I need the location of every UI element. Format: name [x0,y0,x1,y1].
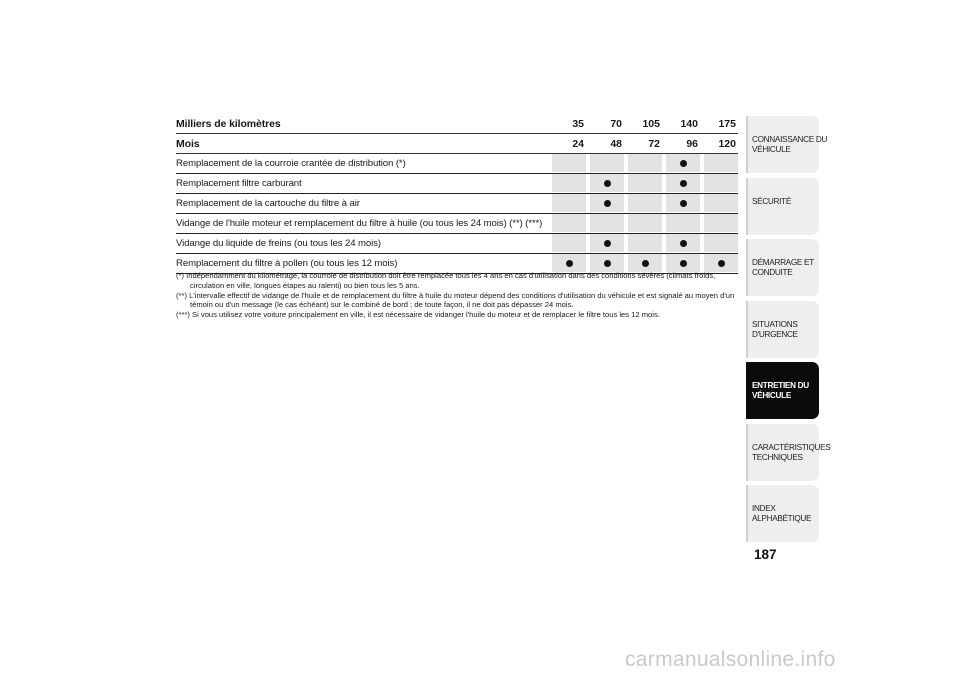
bullet-icon [680,240,687,247]
schedule-cell [590,214,624,233]
row-label: Vidange du liquide de freins (ou tous les 24 mois) [176,238,381,249]
chapter-tab-label: VÉHICULE [752,391,791,400]
schedule-cell [552,174,586,193]
schedule-cell [628,154,662,173]
page-number: 187 [754,547,777,562]
table-header-km [176,115,738,134]
bullet-icon [642,260,649,267]
footnotes [176,271,742,320]
km-value: 105 [642,118,660,130]
schedule-cell [666,214,700,233]
row-label: Remplacement filtre carburant [176,178,302,189]
schedule-cell [704,194,738,213]
month-header-values [548,134,738,153]
row-cells [548,234,738,253]
schedule-cell [704,154,738,173]
month-value: 96 [686,137,698,150]
schedule-cell [552,234,586,253]
bullet-icon [680,260,687,267]
km-header-values [548,115,738,133]
month-value: 72 [648,137,660,150]
chapter-tab[interactable] [746,116,828,173]
row-label: Remplacement de la courroie crantée de distribution (*) [176,158,406,169]
month-value: 48 [610,137,622,150]
chapter-tabs [746,116,831,547]
bullet-icon [604,180,611,187]
row-cells [548,214,738,233]
schedule-cell [704,174,738,193]
footnote: (**) L'intervalle effectif de vidange de l'huile et de remplacement du filtre à huile du moteur dépend des conditions d'utilisation du véhicule et est signalé au moyen d'un témoin ou d'un message (le cas échéant) sur le combiné de bord ; de toute façon, il ne doit pas dépasser 24 mois. [176,290,735,310]
schedule-cell [628,234,662,253]
km-value: 175 [718,118,736,130]
maintenance-schedule-table [176,115,738,274]
chapter-tab-label: ENTRETIEN DU [752,381,809,390]
schedule-cell [666,154,700,173]
schedule-cell [628,214,662,233]
table-row [176,234,738,254]
chapter-tab-label: CARACTÉRISTIQUES [752,442,831,452]
table-row [176,154,738,174]
schedule-cell [628,174,662,193]
table-row [176,214,738,234]
schedule-cell [552,194,586,213]
bullet-icon [680,180,687,187]
bullet-icon [604,200,611,207]
schedule-cell [590,174,624,193]
schedule-cell [552,154,586,173]
km-value: 140 [680,118,698,130]
bullet-icon [718,260,725,267]
chapter-tab-label: SÉCURITÉ [752,196,791,206]
schedule-cell [590,194,624,213]
schedule-cell [590,234,624,253]
chapter-tab-label: D'URGENCE [752,329,798,339]
schedule-cell [552,214,586,233]
footnote: (*) Indépendamment du kilométrage, la courroie de distribution doit être remplacée tous les 4 ans en cas d'utilisation dans des conditions sévères (climats froids, circulation en ville, longues étapes au ralenti) ou bien tous les 5 ans. [176,271,716,290]
bullet-icon [566,260,573,267]
chapter-tab[interactable] [746,362,819,419]
chapter-tab-label: TECHNIQUES [752,452,803,462]
row-label: Vidange de l'huile moteur et remplacement du filtre à huile (ou tous les 24 mois) (**) (***) [176,218,543,229]
table-row [176,174,738,194]
chapter-tab-label: INDEX [752,504,776,513]
schedule-cell [628,194,662,213]
chapter-tab[interactable] [746,424,831,481]
chapter-tab[interactable] [746,178,819,235]
chapter-tab-label: VÉHICULE [752,145,791,154]
chapter-tab[interactable] [746,301,819,358]
schedule-cell [666,234,700,253]
bullet-icon [680,200,687,207]
footnote: (***) Si vous utilisez votre voiture principalement en ville, il est nécessaire de vidanger l'huile du moteur et de remplacer le filtre tous les 12 mois. [176,310,660,320]
schedule-cell [704,234,738,253]
bullet-icon [604,260,611,267]
watermark: carmanualsonline.info [625,648,836,671]
chapter-tab[interactable] [746,239,819,296]
month-value: 120 [718,137,736,150]
chapter-tab-label: SITUATIONS [752,319,798,329]
chapter-tab-label: CONDUITE [752,268,793,277]
chapter-tab-label: CONNAISSANCE DU [752,135,828,144]
chapter-tab-label: ALPHABÉTIQUE [752,514,812,523]
chapter-tab-label: DÉMARRAGE ET [752,258,814,267]
bullet-icon [604,240,611,247]
table-row [176,194,738,214]
chapter-tab[interactable] [746,485,819,542]
row-cells [548,174,738,193]
row-label: Remplacement du filtre à pollen (ou tous les 12 mois) [176,258,398,269]
table-header-months [176,134,738,154]
km-header-label: Milliers de kilomètres [176,118,281,130]
bullet-icon [680,160,687,167]
row-cells [548,194,738,213]
schedule-cell [590,154,624,173]
month-value: 24 [572,137,584,150]
table-body [176,154,738,274]
row-cells [548,154,738,173]
schedule-cell [704,214,738,233]
month-header-label: Mois [176,137,200,150]
km-value: 35 [572,118,584,130]
km-value: 70 [610,118,622,130]
row-label: Remplacement de la cartouche du filtre à air [176,198,360,209]
schedule-cell [666,174,700,193]
schedule-cell [666,194,700,213]
